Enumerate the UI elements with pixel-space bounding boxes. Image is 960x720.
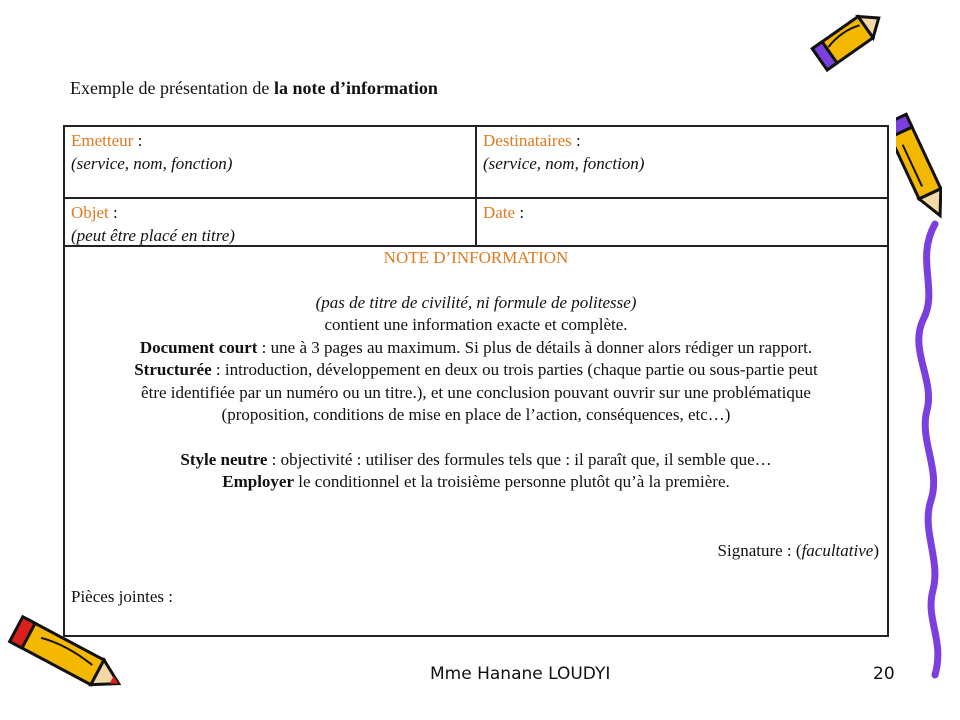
note-body — [65, 247, 887, 494]
note-line-document-short — [65, 337, 887, 360]
pencil-bottom-icon — [0, 610, 140, 710]
employ-label: Employer — [222, 472, 295, 491]
sender-hint: (service, nom, fonction) — [71, 154, 233, 173]
heading-bold: la note d’information — [273, 78, 438, 98]
date-label: Date — [483, 203, 516, 222]
column-divider — [475, 127, 477, 245]
document-short-text: : une à 3 pages au maximum. Si plus de détails à donner alors rédiger un rapport. — [257, 337, 813, 357]
signature-hint: facultative — [801, 541, 874, 560]
attachments-label: Pièces jointes : — [71, 587, 173, 606]
style-text: : objectivité : utiliser des formules tels que : il paraît que, il semble que… — [267, 449, 772, 469]
slide-number: 20 — [873, 664, 895, 684]
document-short-label: Document court — [139, 337, 258, 357]
employ-text: le conditionnel et la troisième personne plutôt qu’à la première. — [294, 472, 730, 491]
date-sep: : — [515, 203, 525, 222]
note-line-civility: (pas de titre de civilité, ni formule de politesse) — [315, 292, 637, 312]
signature-line — [718, 541, 879, 561]
signature-close: ) — [873, 541, 879, 560]
heading-prefix: Exemple de présentation de — [70, 78, 274, 98]
pencil-right-icon — [896, 110, 942, 226]
recipients-label: Destinataires — [483, 131, 572, 150]
date-cell — [483, 201, 524, 224]
note-spacer — [65, 427, 887, 449]
footer-author: Mme Hanane LOUDYI — [430, 664, 611, 684]
page-heading — [70, 78, 438, 99]
note-line-structured — [65, 359, 887, 382]
note-line-content: contient une information exacte et complète. — [324, 315, 628, 334]
scribble-line-icon — [905, 220, 955, 680]
subject-label: Objet — [71, 203, 109, 222]
sender-label: Emetteur — [71, 131, 134, 150]
subject-sep: : — [108, 203, 118, 222]
subject-cell — [71, 201, 235, 247]
sender-sep: : — [133, 131, 143, 150]
style-label: Style neutre — [180, 449, 268, 469]
subject-hint: (peut être placé en titre) — [71, 226, 235, 245]
structured-text: : introduction, développement en deux ou trois parties (chaque partie ou sous-partie peut — [211, 360, 818, 379]
note-line-employ — [65, 471, 887, 494]
signature-label: Signature : ( — [717, 541, 802, 560]
recipients-cell — [483, 129, 644, 175]
recipients-sep: : — [571, 131, 581, 150]
note-line-structured-2: être identifiée par un numéro ou un titre.), et une conclusion pouvant ouvrir sur une problématique — [141, 382, 811, 402]
note-line-style — [65, 449, 887, 472]
sender-cell — [71, 129, 232, 175]
structured-label: Structurée — [134, 360, 212, 379]
note-line-structured-3: (proposition, conditions de mise en place de l’action, conséquences, etc…) — [221, 405, 731, 424]
information-note-template — [63, 125, 889, 637]
note-title: NOTE D’INFORMATION — [383, 248, 569, 267]
recipients-hint: (service, nom, fonction) — [483, 154, 645, 173]
pencil-top-icon — [808, 4, 890, 76]
